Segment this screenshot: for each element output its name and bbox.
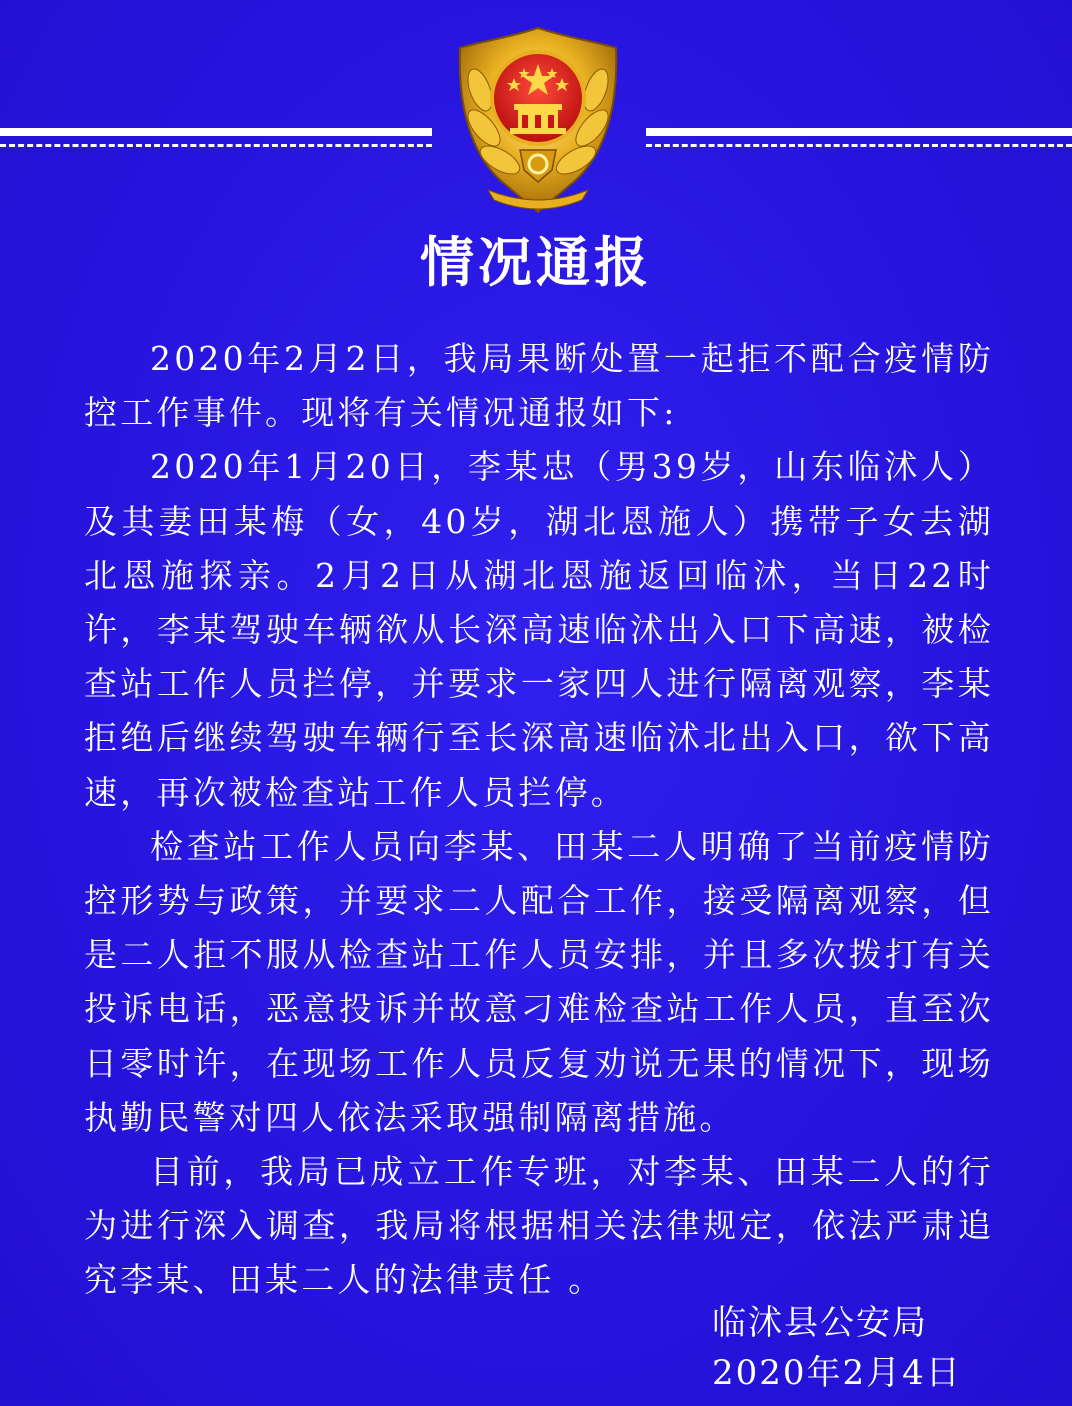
paragraph-intro: 2020年2月2日，我局果断处置一起拒不配合疫情防控工作事件。现将有关情况通报如下: <box>84 339 994 433</box>
police-emblem-icon <box>448 20 628 220</box>
issue-date: 2020年2月4日 <box>712 1353 962 1393</box>
paragraph-incident: 2020年1月20日，李某忠（男39岁，山东临沭人）及其妻田某梅（女，40岁，湖北恩施人）携带子女去湖北恩施探亲。2月2日从湖北恩施返回临沭，当日22时许，李某驾驶车辆欲从长深高速临沭出入口下高速，被检查站工作人员拦停，并要求一家四人进行隔离观察，李某拒绝后继续驾驶车辆行至长深高速临沭北出入口，欲下高速，再次被检查站工作人员拦停。 <box>84 447 994 812</box>
notice-body <box>84 332 994 1308</box>
issuer-name: 临沭县公安局 <box>712 1303 928 1343</box>
paragraph-investigation: 目前，我局已成立工作专班，对李某、田某二人的行为进行深入调查，我局将根据相关法律规定，依法严肃追究李某、田某二人的法律责任 。 <box>84 1152 994 1300</box>
notice-title: 情况通报 <box>420 231 652 294</box>
signature-block <box>712 1298 962 1398</box>
paragraph-refusal: 检查站工作人员向李某、田某二人明确了当前疫情防控形势与政策，并要求二人配合工作，接受隔离观察，但是二人拒不服从检查站工作人员安排，并且多次拨打有关投诉电话，恶意投诉并故意刁难检查站工作人员，直至次日零时许，在现场工作人员反复劝说无果的情况下，现场执勤民警对四人依法采取强制隔离措施。 <box>84 826 994 1137</box>
header-rule-right <box>646 128 1072 158</box>
header-rule-left <box>0 128 432 158</box>
